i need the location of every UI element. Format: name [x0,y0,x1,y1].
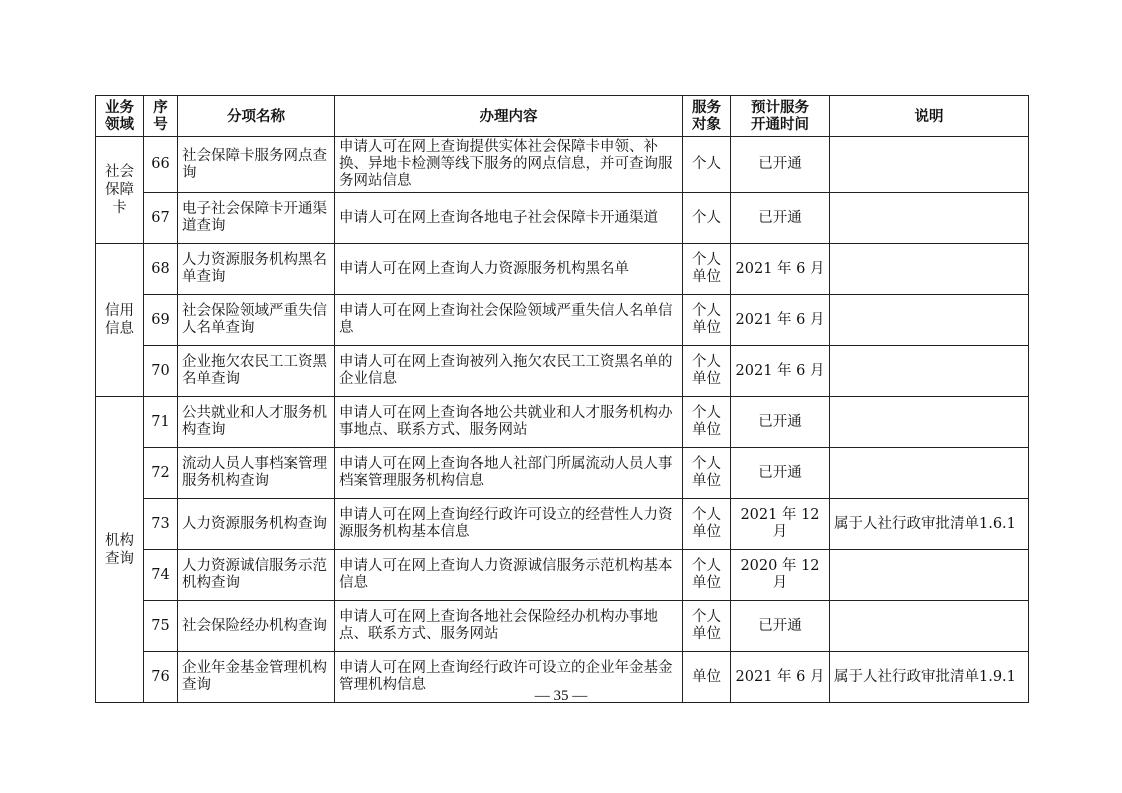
item-note [830,295,1029,346]
service-target: 个人 [683,137,731,193]
item-note: 属于人社行政审批清单1.6.1 [830,499,1029,550]
item-name: 公共就业和人才服务机构查询 [178,397,335,448]
area-cell: 信用 信息 [96,244,144,397]
service-time: 2021 年 6 月 [731,244,830,295]
item-note [830,397,1029,448]
header-content: 办理内容 [335,96,683,137]
table-header-row [96,96,1029,137]
row-number: 72 [144,448,178,499]
service-time: 2021 年 12 月 [731,499,830,550]
service-target: 个人 单位 [683,499,731,550]
item-name: 社会保险经办机构查询 [178,601,335,652]
table-row [96,448,1029,499]
table-row [96,295,1029,346]
item-note [830,550,1029,601]
item-note [830,193,1029,244]
item-name: 社会保险领域严重失信人名单查询 [178,295,335,346]
item-content: 申请人可在网上查询经行政许可设立的企业年金基金管理机构信息 [335,652,683,703]
item-name: 社会保障卡服务网点查询 [178,137,335,193]
item-note [830,244,1029,295]
service-time: 2021 年 6 月 [731,295,830,346]
service-time: 已开通 [731,137,830,193]
area-cell: 社会 保障 卡 [96,137,144,244]
item-content: 申请人可在网上查询各地社会保险经办机构办事地点、联系方式、服务网站 [335,601,683,652]
header-no: 序 号 [144,96,178,137]
service-target: 个人 [683,193,731,244]
item-content: 申请人可在网上查询提供实体社会保障卡申领、补换、异地卡检测等线下服务的网点信息，并可查询服务网站信息 [335,137,683,193]
table-row [96,346,1029,397]
service-time: 已开通 [731,397,830,448]
item-content: 申请人可在网上查询各地电子社会保障卡开通渠道 [335,193,683,244]
item-note [830,601,1029,652]
row-number: 74 [144,550,178,601]
header-note: 说明 [830,96,1029,137]
service-target: 个人 单位 [683,244,731,295]
service-target: 单位 [683,652,731,703]
header-item: 分项名称 [178,96,335,137]
row-number: 71 [144,397,178,448]
table-row [96,499,1029,550]
item-content: 申请人可在网上查询各地人社部门所属流动人员人事档案管理服务机构信息 [335,448,683,499]
row-number: 69 [144,295,178,346]
item-content: 申请人可在网上查询人力资源服务机构黑名单 [335,244,683,295]
row-number: 75 [144,601,178,652]
item-name: 人力资源服务机构黑名单查询 [178,244,335,295]
item-content: 申请人可在网上查询各地公共就业和人才服务机构办事地点、联系方式、服务网站 [335,397,683,448]
row-number: 68 [144,244,178,295]
item-note: 属于人社行政审批清单1.9.1 [830,652,1029,703]
service-target: 个人 单位 [683,346,731,397]
service-time: 已开通 [731,448,830,499]
item-note [830,137,1029,193]
row-number: 76 [144,652,178,703]
item-name: 流动人员人事档案管理服务机构查询 [178,448,335,499]
item-note [830,448,1029,499]
row-number: 70 [144,346,178,397]
row-number: 67 [144,193,178,244]
item-name: 企业拖欠农民工工资黑名单查询 [178,346,335,397]
header-area: 业务 领域 [96,96,144,137]
table-row [96,244,1029,295]
service-time: 已开通 [731,193,830,244]
table-row [96,601,1029,652]
row-number: 73 [144,499,178,550]
service-target: 个人 单位 [683,397,731,448]
table-row [96,397,1029,448]
table-row [96,550,1029,601]
table-row [96,193,1029,244]
service-time: 2021 年 6 月 [731,346,830,397]
service-target: 个人 单位 [683,550,731,601]
service-table [95,95,1029,703]
service-target: 个人 单位 [683,295,731,346]
row-number: 66 [144,137,178,193]
item-content: 申请人可在网上查询人力资源诚信服务示范机构基本信息 [335,550,683,601]
item-name: 人力资源诚信服务示范机构查询 [178,550,335,601]
item-name: 电子社会保障卡开通渠道查询 [178,193,335,244]
header-target: 服务 对象 [683,96,731,137]
item-note [830,346,1029,397]
item-content: 申请人可在网上查询社会保险领域严重失信人名单信息 [335,295,683,346]
service-time: 2021 年 6 月 [731,652,830,703]
service-time: 2020 年 12 月 [731,550,830,601]
item-name: 企业年金基金管理机构查询 [178,652,335,703]
service-target: 个人 单位 [683,601,731,652]
service-target: 个人 单位 [683,448,731,499]
area-cell: 机构 查询 [96,397,144,703]
page-number: — 35 — [534,688,588,704]
header-time: 预计服务 开通时间 [731,96,830,137]
item-content: 申请人可在网上查询被列入拖欠农民工工资黑名单的企业信息 [335,346,683,397]
item-name: 人力资源服务机构查询 [178,499,335,550]
item-content: 申请人可在网上查询经行政许可设立的经营性人力资源服务机构基本信息 [335,499,683,550]
table-row [96,137,1029,193]
service-time: 已开通 [731,601,830,652]
